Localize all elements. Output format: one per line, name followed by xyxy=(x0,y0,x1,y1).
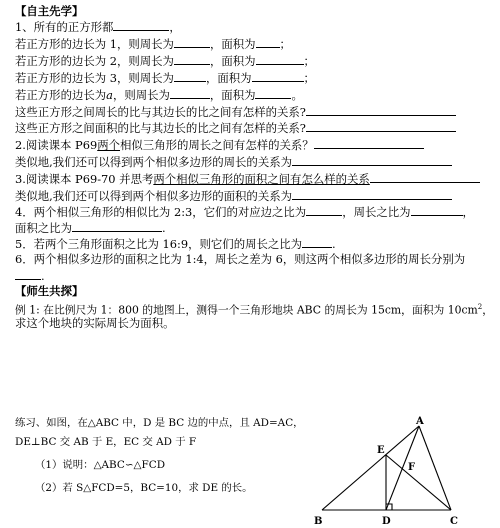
question-3-polygon: 类似地,我们还可以得到两个相似多边形的面积的关系为 xyxy=(15,188,452,204)
question-6-cont: . xyxy=(15,268,45,284)
segment-ac xyxy=(419,426,451,510)
question-2: 2.阅读课本 P69两个相似三角形的周长之间有怎样的关系？ xyxy=(15,137,424,153)
practice-line-2: DE⊥BC 交 AB 于 E，EC 交 AD 于 F xyxy=(15,436,197,448)
practice-part-2: （2）若 S△FCD=5，BC=10，求 DE 的长。 xyxy=(35,482,253,494)
section-title-explore: 【师生共探】 xyxy=(15,284,84,298)
question-perimeter-ratio: 这些正方形之间周长的比与其边长的比之间有怎样的关系? xyxy=(15,104,456,120)
point-label-c: C xyxy=(450,516,458,527)
question-5: 5．若两个三角形面积之比为 16:9，则它们的周长之比为 . xyxy=(15,237,336,251)
question-2-polygon: 类似地,我们还可以得到两个相似多边形的周长的关系为 xyxy=(15,154,452,170)
practice-line-1: 练习、如图，在△ABC 中，D 是 BC 边的中点，且 AD=AC， xyxy=(15,417,304,429)
square-line-1: 若正方形的边长为 1，则周长为 ，面积为 ； xyxy=(15,37,291,51)
section-title-self-study: 【自主先学】 xyxy=(15,4,84,18)
question-4: 4．两个相似三角形的相似比为 2:3，它们的对应边之比为 ，周长之比为 ， xyxy=(15,205,474,219)
example-1: 例 1: 在比例尺为 1：800 的地图上，测得一个三角形地块 ABC 的周长为 15cm，面积为 $10cm^2$， xyxy=(15,303,494,317)
square-line-3: 若正方形的边长为 3，则周长为 ，面积为 ； xyxy=(15,71,315,85)
example-1-cont: 求这个地块的实际周长为面积。 xyxy=(15,316,175,330)
point-label-a: A xyxy=(416,416,424,427)
question-6: 6．两个相似多边形的面积之比为 1:4，周长之差为 6，则这两个相似多边形的周长分别为 xyxy=(15,252,466,266)
question-3: 3.阅读课本 P69-70 并思考两个相似三角形的面积之间有怎么样的关系 xyxy=(15,171,480,187)
square-line-4: 若正方形的边长为a，则周长为 ，面积为 。 xyxy=(15,88,303,102)
question-1: 1、所有的正方形都 ， xyxy=(15,20,181,34)
point-label-f: F xyxy=(408,462,416,473)
practice-part-1: （1）说明：△ABC∽△FCD xyxy=(35,459,166,471)
point-label-e: E xyxy=(377,445,385,456)
point-label-d: D xyxy=(382,516,391,527)
square-line-2: 若正方形的边长为 2，则周长为 ，面积为 ； xyxy=(15,54,315,68)
segment-ab xyxy=(322,426,419,510)
question-4-cont: 面积之比为 . xyxy=(15,221,166,235)
question-area-ratio: 这些正方形之间面积的比与其边长的比之间有怎样的关系? xyxy=(15,120,456,136)
segment-ec xyxy=(386,455,451,510)
point-label-b: B xyxy=(314,516,323,527)
